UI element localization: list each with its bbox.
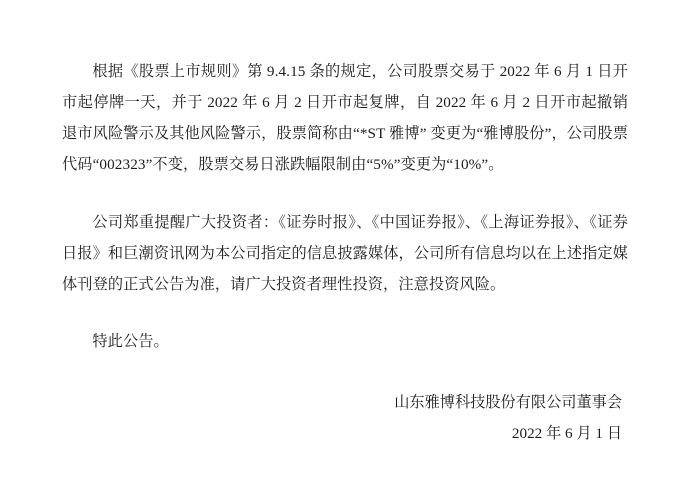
paragraph-closing-statement: 特此公告。 bbox=[92, 333, 169, 351]
signature-company: 山东雅博科技股份有限公司董事会 bbox=[394, 394, 622, 412]
signature-date: 2022 年 6 月 1 日 bbox=[511, 425, 622, 443]
signature-block bbox=[62, 387, 628, 449]
paragraph-investor-notice: 公司郑重提醒广大投资者：《证券时报》、《中国证券报》、《上海证券报》、《证券日报》和巨潮资讯网为本公司指定的信息披露媒体，公司所有信息均以在上述指定媒体刊登的正式公告为准，请广大投资者理性投资，注意投资风险。 bbox=[62, 213, 628, 293]
paragraph-announcement-details: 根据《股票上市规则》第 9.4.15 条的规定，公司股票交易于 2022 年 6 月 1 日开市起停牌一天，并于 2022 年 6 月 2 日开市起复牌，自 2022 年 6 月 2 日开市起撤销退市风险警示及其他风险警示，股票简称由“*ST 雅博” 变更为“雅博股份”，公司股票代码“002323”不变，股票交易日涨跌幅限制由“5%”变更为“10%”。 bbox=[62, 63, 628, 174]
